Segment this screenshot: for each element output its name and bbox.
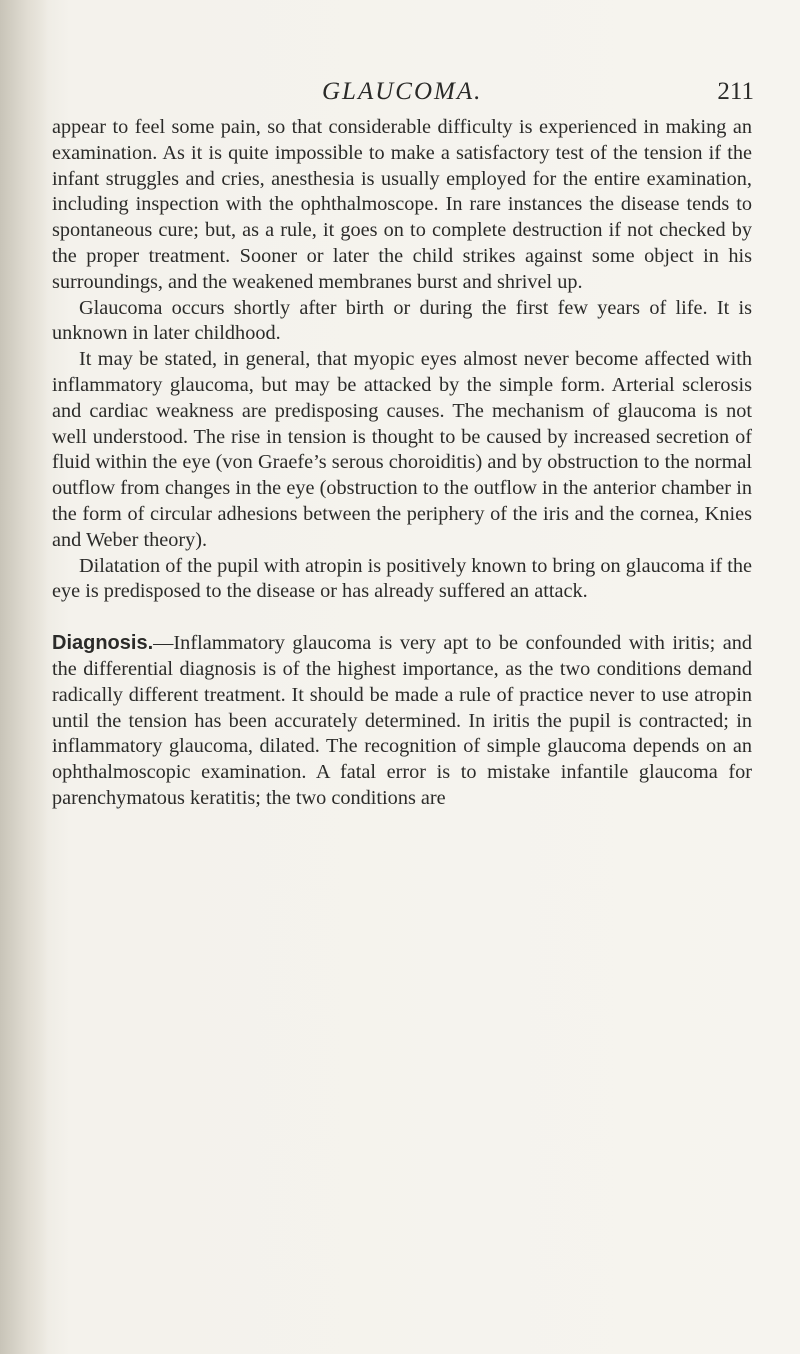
body-text bbox=[52, 115, 752, 812]
diagnosis-text: —Inflammatory glaucoma is very apt to be confounded with iritis; and the differential diagnosis is of the highest importance, as the two conditions demand radically different treatment. It should be made a rule of practice never to use atropin until the tension has been accurately determined. In iritis the pupil is contracted; in inflammatory glaucoma, dilated. The recognition of simple glaucoma depends on an ophthalmoscopic examination. A fatal error is to mistake infantile glaucoma for parenchymatous keratitis; the two conditions are bbox=[52, 632, 752, 809]
section-heading: Diagnosis. bbox=[52, 632, 154, 655]
paragraph: It may be stated, in general, that myopic eyes almost never become affected with inflammatory glaucoma, but may be attacked by the simple form. Arterial sclerosis and cardiac weakness are predisposing causes. The mechanism of glaucoma is not well understood. The rise in tension is thought to be caused by increased secretion of fluid within the eye (von Graefe’s serous choroiditis) and by obstruction to the normal outflow from changes in the eye (obstruction to the outflow in the anterior chamber in the form of circular adhesions between the periphery of the iris and the cornea, Knies and Weber theory). bbox=[52, 348, 752, 551]
page-gutter bbox=[0, 0, 48, 1354]
running-title: GLAUCOMA. bbox=[322, 78, 483, 105]
paragraph: Glaucoma occurs shortly after birth or during the first few years of life. It is unknown in later childhood. bbox=[52, 296, 752, 345]
paragraph: appear to feel some pain, so that considerable difficulty is experienced in making an examination. As it is quite impossible to make a satisfactory test of the tension if the infant struggles and cries, anesthesia is usually employed for the entire examination, including inspection with the ophthalmoscope. In rare instances the disease tends to spontaneous cure; but, as a rule, it goes on to complete destruction if not checked by the proper treatment. Sooner or later the child strikes against some object in his surroundings, and the weakened membranes burst and shrivel up. bbox=[52, 116, 752, 293]
diagnosis-paragraph bbox=[52, 631, 752, 812]
page-number: 211 bbox=[717, 78, 754, 105]
paragraph: Dilatation of the pupil with atropin is positively known to bring on glaucoma if the eye is predisposed to the disease or has already suffered an attack. bbox=[52, 554, 752, 603]
page-header bbox=[52, 78, 754, 114]
